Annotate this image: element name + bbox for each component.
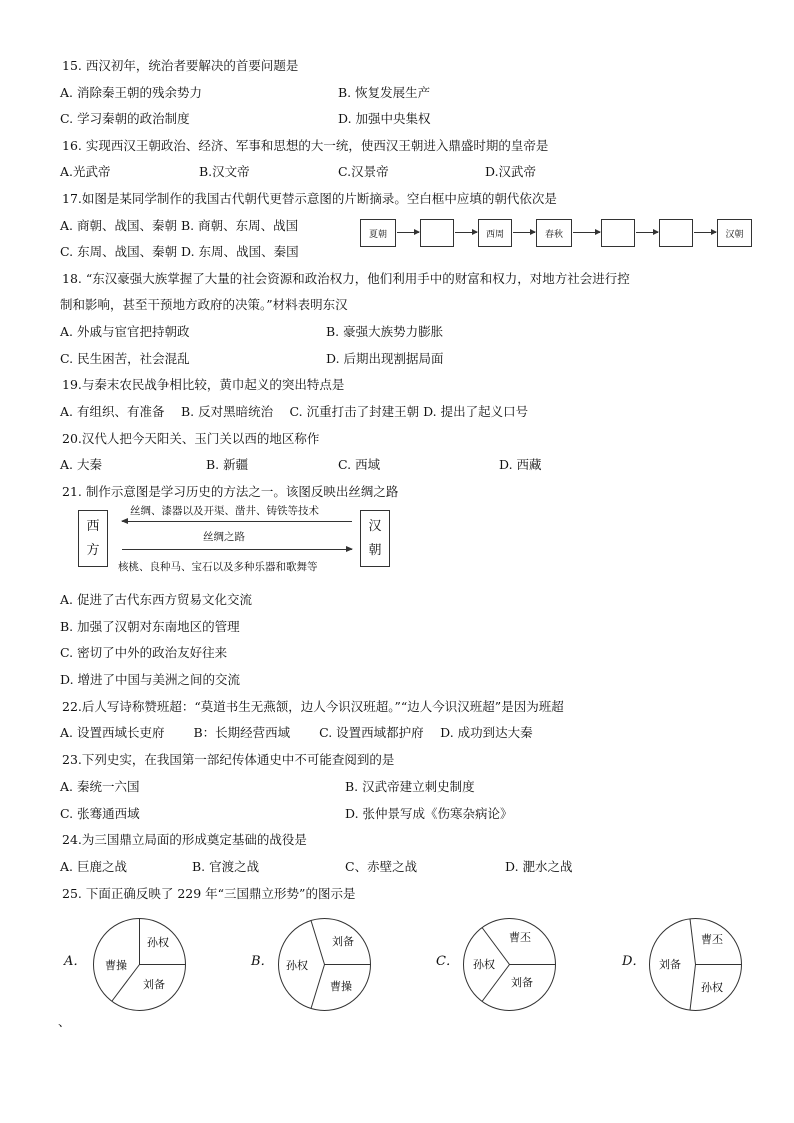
- q21-option-d: D. 增进了中国与美洲之间的交流: [60, 672, 241, 687]
- q23-option-a: A. 秦统一六国: [60, 779, 140, 794]
- q15-option-a: A. 消除秦王朝的残余势力: [60, 85, 202, 100]
- pie-b-label-3: 曹操: [330, 980, 352, 993]
- q18-option-a: A. 外戚与宦官把持朝政: [60, 324, 190, 339]
- q21-option-b: B. 加强了汉朝对东南地区的管理: [60, 619, 240, 634]
- q16-option-a: A.光武帝: [60, 164, 111, 179]
- pie-c-label-2: 孙权: [473, 958, 495, 971]
- pie-d-label-1: 曹丕: [701, 933, 723, 946]
- q15-option-c: C. 学习秦朝的政治制度: [60, 111, 190, 126]
- q25-letter-b: B．: [251, 954, 274, 969]
- timeline-arrow: [573, 232, 600, 233]
- q25-letter-c: C．: [436, 954, 459, 969]
- q24-stem: 24.为三国鼎立局面的形成奠定基础的战役是: [62, 832, 307, 847]
- timeline-box-blank-3: [659, 219, 693, 247]
- q16-option-d: D.汉武帝: [485, 164, 537, 179]
- q16-stem: 16. 实现西汉王朝政治、经济、军事和思想的大一统，使西汉王朝进入鼎盛时期的皇帝是: [62, 138, 549, 153]
- han-box: [360, 510, 390, 567]
- q17-stem: 17.如图是某同学制作的我国古代朝代更替示意图的片断摘录。空白框中应填的朝代依次是: [62, 191, 557, 206]
- q24-option-a: A. 巨鹿之战: [60, 859, 127, 874]
- q19-options: A. 有组织、有准备 B. 反对黑暗统治 C. 沉重打击了封建王朝 D. 提出了起义口号: [60, 404, 529, 419]
- exports-label: 丝绸、漆器以及开渠、凿井、铸铁等技术: [130, 505, 319, 517]
- imports-label: 核桃、良种马、宝石以及多种乐器和歌舞等: [118, 561, 318, 573]
- han-label-1: 汉: [368, 518, 382, 534]
- timeline-box-chunqiu: 春秋: [536, 219, 572, 247]
- pie-b-label-1: 刘备: [332, 935, 354, 948]
- q23-option-d: D. 张仲景写成《伤寒杂病论》: [345, 806, 513, 821]
- footnote-mark: 、: [58, 1014, 71, 1029]
- west-label-2: 方: [86, 542, 100, 558]
- q23-option-b: B. 汉武帝建立刺史制度: [345, 779, 475, 794]
- west-box: [78, 510, 108, 567]
- q20-option-d: D. 西藏: [499, 457, 542, 472]
- q20-option-b: B. 新疆: [206, 457, 249, 472]
- timeline-box-han: 汉朝: [717, 219, 752, 247]
- q18-stem-line2: 制和影响，甚至干预地方政府的决策。”材料表明东汉: [60, 297, 348, 312]
- q21-option-c: C. 密切了中外的政治友好往来: [60, 645, 228, 660]
- q18-option-b: B. 豪强大族势力膨胀: [326, 324, 444, 339]
- q21-option-a: A. 促进了古代东西方贸易文化交流: [60, 592, 252, 607]
- pie-a-label-2: 曹操: [105, 959, 127, 972]
- q16-option-c: C.汉景帝: [338, 164, 389, 179]
- timeline-arrow: [636, 232, 658, 233]
- q18-option-d: D. 后期出现割据局面: [326, 351, 444, 366]
- pie-a-label-3: 刘备: [143, 978, 165, 991]
- q15-stem: 15. 西汉初年，统治者要解决的首要问题是: [62, 58, 299, 73]
- pie-d-label-2: 刘备: [659, 958, 681, 971]
- han-label-2: 朝: [368, 542, 382, 558]
- arrow-to-han: [122, 549, 352, 550]
- q25-pie-c: [462, 917, 557, 1012]
- timeline-arrow: [694, 232, 716, 233]
- pie-d-label-3: 孙权: [701, 981, 723, 994]
- pie-c-label-3: 刘备: [511, 976, 533, 989]
- timeline-arrow: [513, 232, 535, 233]
- q17-options-row2: C. 东周、战国、秦朝 D. 东周、战国、秦国: [60, 244, 299, 259]
- q25-letter-d: D．: [622, 954, 646, 969]
- dynasty-timeline: [360, 219, 752, 251]
- timeline-arrow: [455, 232, 477, 233]
- timeline-box-blank-1: [420, 219, 454, 247]
- q20-stem: 20.汉代人把今天阳关、玉门关以西的地区称作: [62, 431, 320, 446]
- q25-pie-a: [92, 917, 187, 1012]
- west-label-1: 西: [86, 518, 100, 534]
- q25-pie-b: [277, 917, 372, 1012]
- q16-option-b: B.汉文帝: [199, 164, 250, 179]
- q24-option-c: C、赤壁之战: [345, 859, 418, 874]
- q20-option-c: C. 西域: [338, 457, 381, 472]
- q25-letter-a: A．: [64, 954, 87, 969]
- timeline-arrow: [397, 232, 419, 233]
- timeline-box-xizhou: 西周: [478, 219, 512, 247]
- q24-option-d: D. 淝水之战: [505, 859, 573, 874]
- q17-options-row1: A. 商朝、战国、秦朝 B. 商朝、东周、战国: [60, 218, 299, 233]
- arrow-to-west: [122, 521, 352, 522]
- silk-road-diagram: [78, 507, 390, 579]
- q22-stem: 22.后人写诗称赞班超：“莫道书生无燕颔，边人今识汉班超。”“边人今识汉班超”是因为班超: [62, 699, 564, 714]
- pie-b-label-2: 孙权: [286, 959, 308, 972]
- q15-option-b: B. 恢复发展生产: [338, 85, 431, 100]
- q22-options: A. 设置西域长吏府 B：长期经营西域 C. 设置西域都护府 D. 成功到达大秦: [60, 725, 533, 740]
- q23-stem: 23.下列史实，在我国第一部纪传体通史中不可能查阅到的是: [62, 752, 395, 767]
- q18-stem-line1: 18. “东汉豪强大族掌握了大量的社会资源和政治权力，他们利用手中的财富和权力，对地方社会进行控: [62, 271, 630, 286]
- silk-road-label: 丝绸之路: [203, 531, 245, 543]
- q24-option-b: B. 官渡之战: [192, 859, 260, 874]
- q23-option-c: C. 张骞通西域: [60, 806, 140, 821]
- q15-option-d: D. 加强中央集权: [338, 111, 431, 126]
- q19-stem: 19.与秦末农民战争相比较，黄巾起义的突出特点是: [62, 377, 345, 392]
- q18-option-c: C. 民生困苦，社会混乱: [60, 351, 190, 366]
- timeline-box-xia: 夏朝: [360, 219, 396, 247]
- timeline-box-blank-2: [601, 219, 635, 247]
- pie-a-label-1: 孙权: [147, 936, 169, 949]
- q25-pie-d: [648, 917, 743, 1012]
- q21-stem: 21. 制作示意图是学习历史的方法之一。该图反映出丝绸之路: [62, 484, 399, 499]
- q20-option-a: A. 大秦: [60, 457, 102, 472]
- pie-c-label-1: 曹丕: [509, 931, 531, 944]
- q25-stem: 25. 下面正确反映了 229 年“三国鼎立形势”的图示是: [62, 886, 356, 901]
